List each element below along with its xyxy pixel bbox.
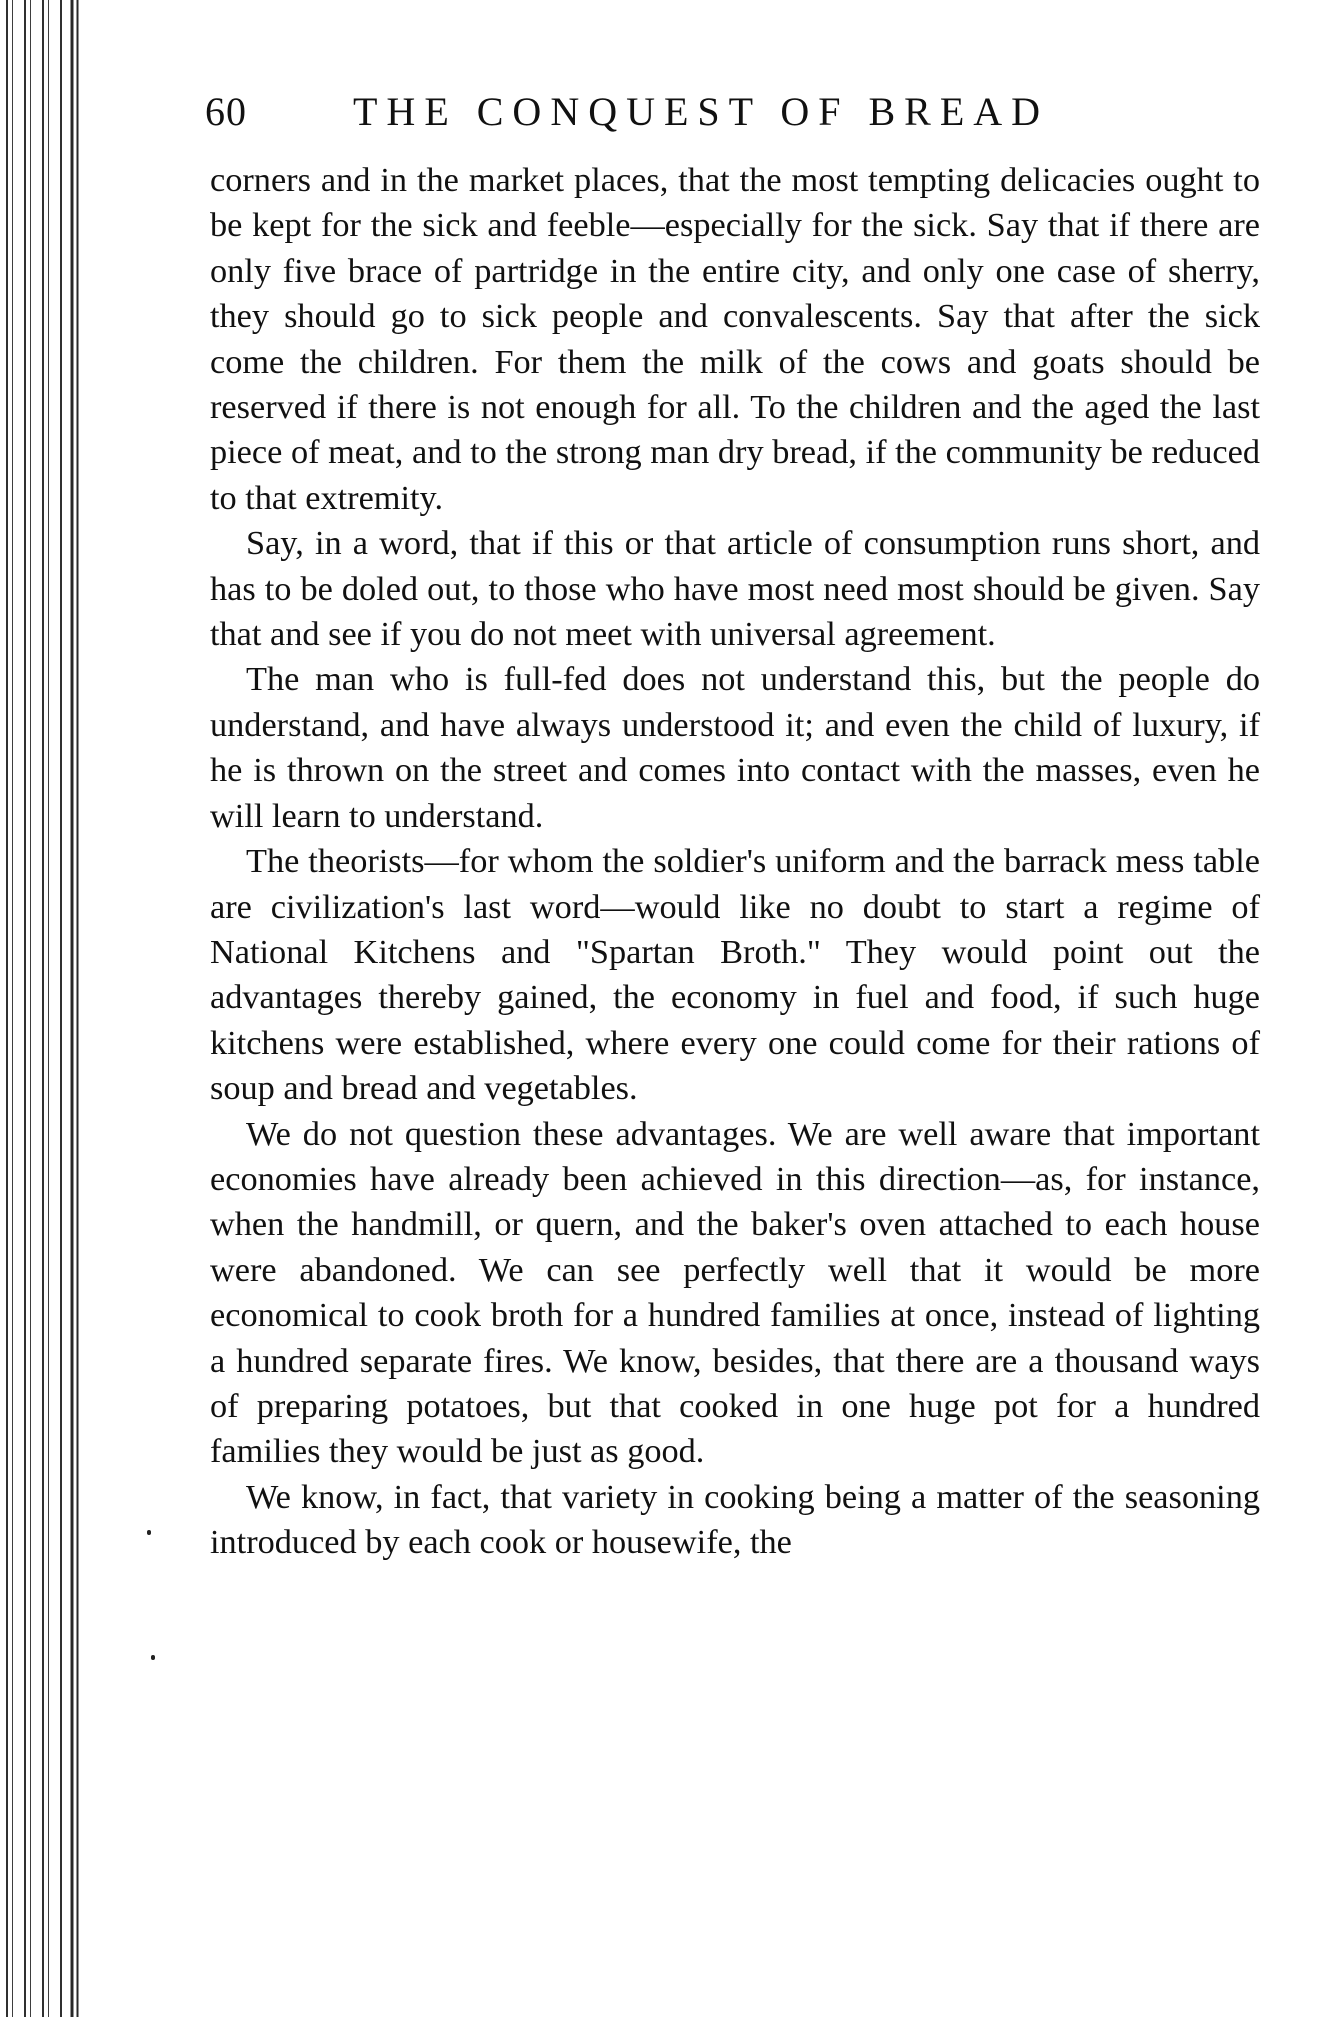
paragraph-4: The theorists—for whom the soldier's uniform and the barrack mess table are civilization's last word—would like no doubt to start a regime of National Kitchens and "Spartan Broth." They would point out the advantages thereby gained, the economy in fuel and food, if such huge kitchens were established, where every one could come for their rations of soup and bread and vegetables. [210,842,1260,1108]
book-spine-gutter [0,0,85,2017]
ink-speck [151,1655,155,1660]
paragraph-5: We do not question these advantages. We are well aware that important economies have already been achieved in this direction—as, for instance, when the handmill, or quern, and the baker's oven attached to each house were abandoned. We can see perfectly well that it would be more economical to cook broth for a hundred families at once, instead of lighting a hundred separate fires. We know, besides, that there are a thousand ways of preparing potatoes, but that cooked in one huge pot for a hundred families they would be just as good. [210,1114,1260,1471]
paragraph-3: The man who is full-fed does not understand this, but the people do understand, and have always understood it; and even the child of luxury, if he is thrown on the street and comes into contact with the masses, even he will learn to understand. [210,660,1260,835]
running-title: THE CONQUEST OF BREAD [353,89,1050,134]
ink-speck [147,1530,151,1535]
body-text [210,158,1260,1566]
paragraph-1: corners and in the market places, that the most tempting delicacies ought to be kept for the sick and feeble—especially for the sick. Say that if there are only five brace of partridge in the entire city, and only one case of sherry, they should go to sick people and convalescents. Say that after the sick come the children. For them the milk of the cows and goats should be reserved if there is not enough for all. To the children and the aged the last piece of meat, and to the strong man dry bread, if the community be reduced to that extremity. [210,161,1260,517]
paragraph-2: Say, in a word, that if this or that article of consumption runs short, and has to be doled out, to those who have most need most should be given. Say that and see if you do not meet with universal agreement. [210,524,1260,654]
page-number: 60 [205,89,247,134]
paragraph-6: We know, in fact, that variety in cooking being a matter of the seasoning introduced by each cook or housewife, the [210,1477,1260,1562]
page-header [205,88,1255,148]
margin-specks [145,1530,157,1670]
